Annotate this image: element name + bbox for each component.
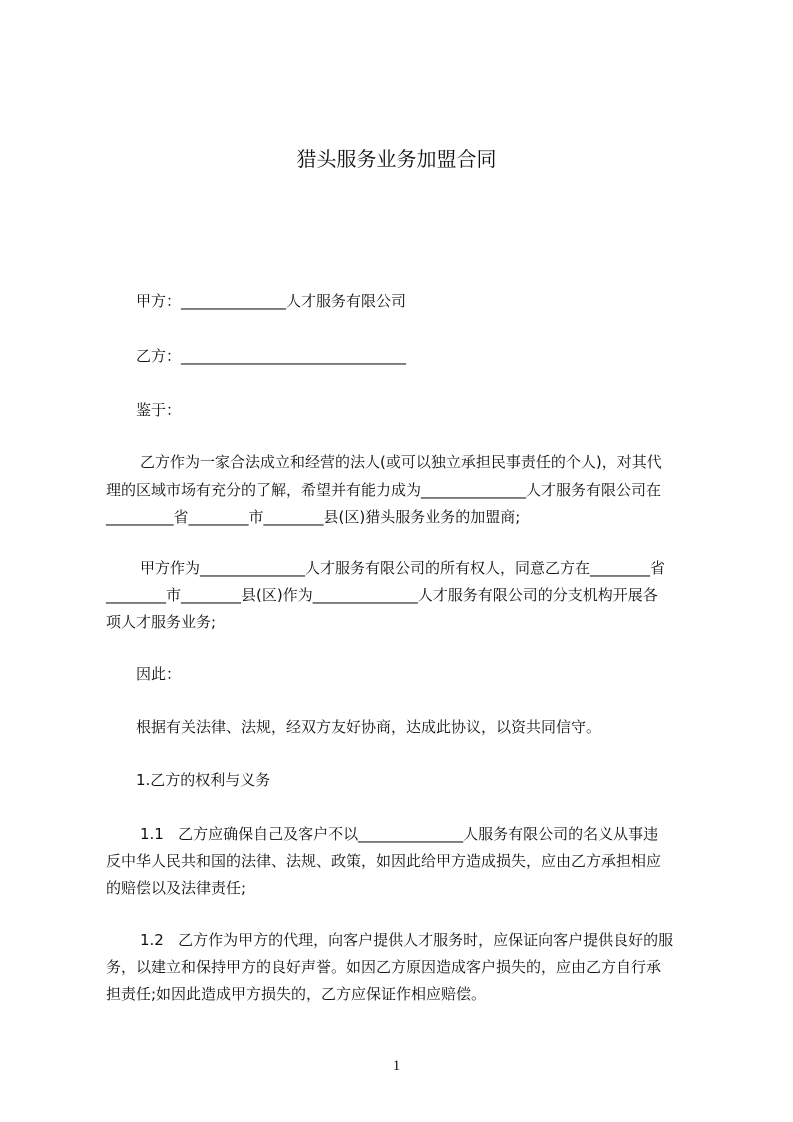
paragraph-2-line-1: 甲方作为______________人才服务有限公司的所有权人，同意乙方在________省: [140, 559, 666, 577]
page-number: 1: [392, 1058, 401, 1074]
clause-1-1-line-2: 反中华人民共和国的法律、法规、政策，如因此给甲方造成损失，应由乙方承担相应: [106, 852, 662, 870]
clause-1-2-line-2: 务，以建立和保持甲方的良好声誉。如因乙方原因造成客户损失的，应由乙方自行承: [106, 958, 662, 976]
section-1-heading: 1.乙方的权利与义务: [136, 771, 271, 789]
therefore-heading: 因此：: [136, 665, 182, 683]
paragraph-2-line-2: ________市________县(区)作为______________人才服务有限公司的分支机构开展各: [106, 586, 658, 604]
clause-1-2-line-1: 1.2 乙方作为甲方的代理，向客户提供人才服务时，应保证向客户提供良好的服: [140, 931, 674, 949]
party-a-line: 甲方：______________人才服务有限公司: [136, 292, 407, 310]
paragraph-1-line-2: 理的区域市场有充分的了解，希望并有能力成为______________人才服务有限公司在: [106, 481, 662, 499]
clause-1-1-line-3: 的赔偿以及法律责任;: [106, 879, 247, 897]
party-b-line: 乙方：______________________________: [136, 347, 407, 365]
paragraph-1-line-1: 乙方作为一家合法成立和经营的法人(或可以独立承担民事责任的个人)，对其代: [140, 453, 662, 471]
clause-1-1-line-1: 1.1 乙方应确保自己及客户不以______________人服务有限公司的名义从事违: [140, 825, 659, 843]
paragraph-1-line-3: _________省________市________县(区)猎头服务业务的加盟商;: [106, 508, 521, 526]
paragraph-2-line-3: 项人才服务业务;: [106, 613, 217, 631]
page-title: 猎头服务业务加盟合同: [296, 147, 497, 171]
whereas-heading: 鉴于：: [136, 401, 182, 419]
clause-1-2-line-3: 担责任;如因此造成甲方损失的，乙方应保证作相应赔偿。: [106, 985, 487, 1003]
agreement-line: 根据有关法律、法规，经双方友好协商，达成此协议，以资共同信守。: [136, 718, 602, 736]
